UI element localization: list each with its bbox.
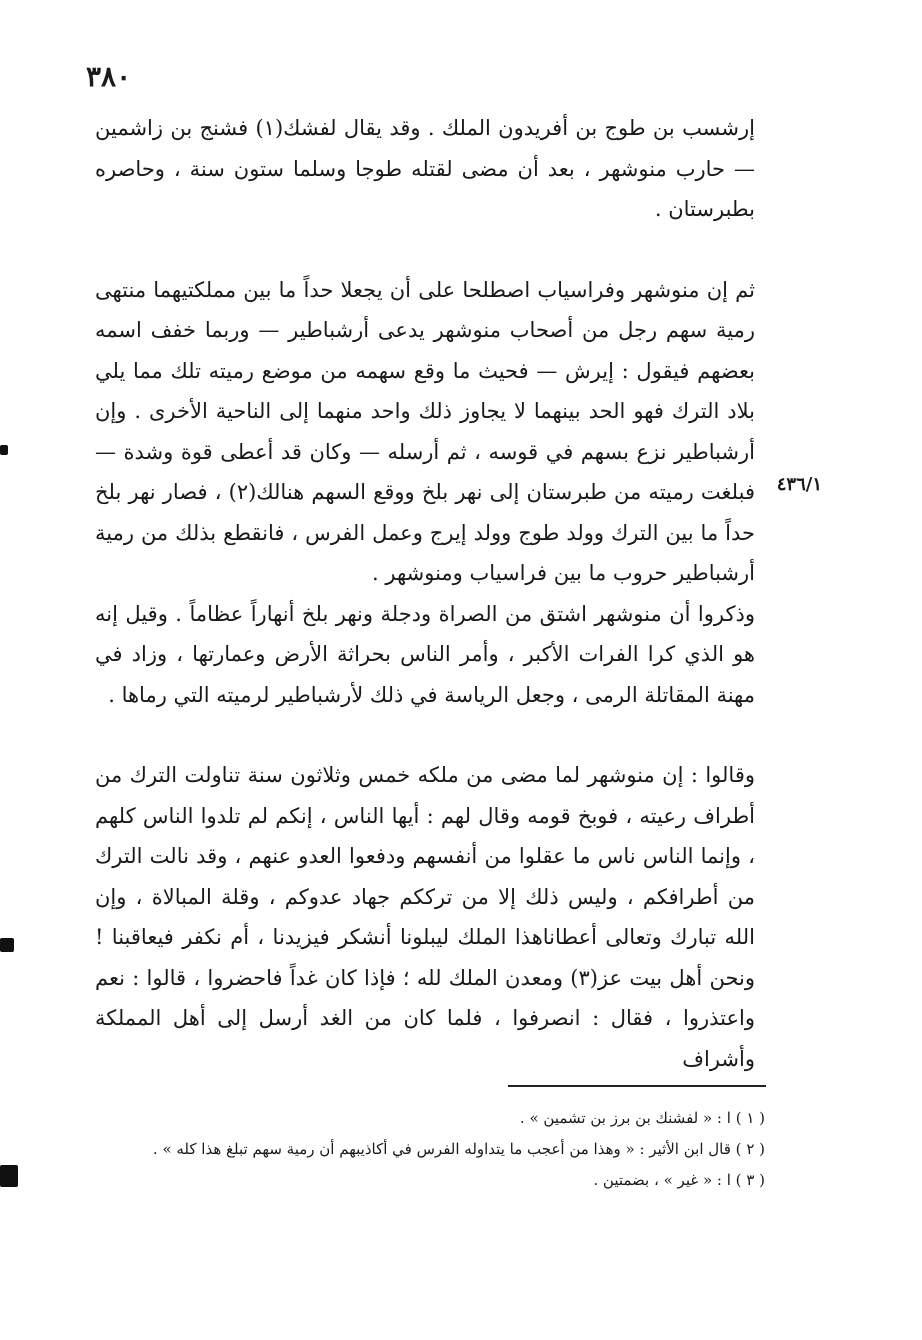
paragraph-3: وذكروا أن منوشهر اشتق من الصراة ودجلة ونهر بلخ أنهاراً عظاماً . وقيل إنه هو الذي كرا الفرات الأكبر ، وأمر الناس بحراثة الأرض وعمارتها ، وزاد في مهنة المقاتلة الرمى ، وجعل الرياسة في ذلك لأرشباطير لرميته التي رماها . <box>95 601 755 707</box>
footnote-2: ( ٢ ) قال ابن الأثير : « وهذا من أعجب ما يتداوله الفرس في أكاذيبهم أن رمية سهم تبلغ هذا كله » . <box>152 1140 765 1158</box>
paragraph-2: ثم إن منوشهر وفراسياب اصطلحا على أن يجعلا حداً ما بين مملكتيهما منتهى رمية سهم رجل من أصحاب منوشهر يدعى أرشباطير — وربما خفف اسمه بعضهم فيقول : إيرش — فحيث ما وقع سهمه من موضع رميته تلك مما يلي بلاد الترك فهو الحد بينهما لا يجاوز ذلك واحد منهما إلى الناحية الأخرى . وإن أرشباطير نزع بسهم في قوسه ، ثم أرسله — وكان قد أعطى قوة وشدة — فبلغت رميته من طبرستان إلى نهر بلخ ووقع السهم هنالك(٢) ، فصار نهر بلخ حداً ما بين الترك وولد طوج وولد إيرج وعمل الفرس ، فانقطع بذلك من رمية أرشباطير حروب ما بين فراسياب ومنوشهر . <box>95 277 755 585</box>
footnote-1: ( ١ ) ا : « لفشنك بن برز بن تشمين » . <box>519 1109 765 1127</box>
footnotes <box>150 1106 765 1199</box>
scan-edge-mark-bottom <box>0 1165 18 1187</box>
main-text <box>95 108 755 1079</box>
margin-reference: ٤٣٦/١ <box>776 474 822 495</box>
paragraph-4: وقالوا : إن منوشهر لما مضى من ملكه خمس وثلاثون سنة تناولت الترك من أطراف رعيته ، فوبخ قومه وقال لهم : أيها الناس ، إنكم لم تلدوا الناس كلهم ، وإنما الناس ناس ما عقلوا من أنفسهم ودفعوا العدو عنهم ، وقد نالت الترك من أطرافكم ، وليس ذلك إلا من ترككم جهاد عدوكم ، وقلة المبالاة ، وإن الله تبارك وتعالى أعطاناهذا الملك ليبلونا أنشكر فيزيدنا ، أم نكفر فيعاقبنا ! ونحن أهل بيت عز(٣) ومعدن الملك لله ؛ فإذا كان غداً فاحضروا ، قالوا : نعم واعتذروا ، فقال : انصرفوا ، فلما كان من الغد أرسل إلى أهل المملكة وأشراف <box>95 763 755 1071</box>
footnote-3: ( ٣ ) ا : « غير » ، بضمتين . <box>593 1171 765 1189</box>
scan-edge-mark-middle <box>0 938 14 952</box>
footnote-divider <box>508 1085 766 1087</box>
page-number: ٣٨٠ <box>86 60 132 93</box>
scan-edge-mark-top <box>0 445 8 455</box>
paragraph-1: إرشسب بن طوج بن أفريدون الملك . وقد يقال لفشك(١) فشنج بن زاشمين — حارب منوشهر ، بعد أن مضى لقتله طوجا وسلما ستون سنة ، وحاصره بطبرستان . <box>95 116 755 221</box>
